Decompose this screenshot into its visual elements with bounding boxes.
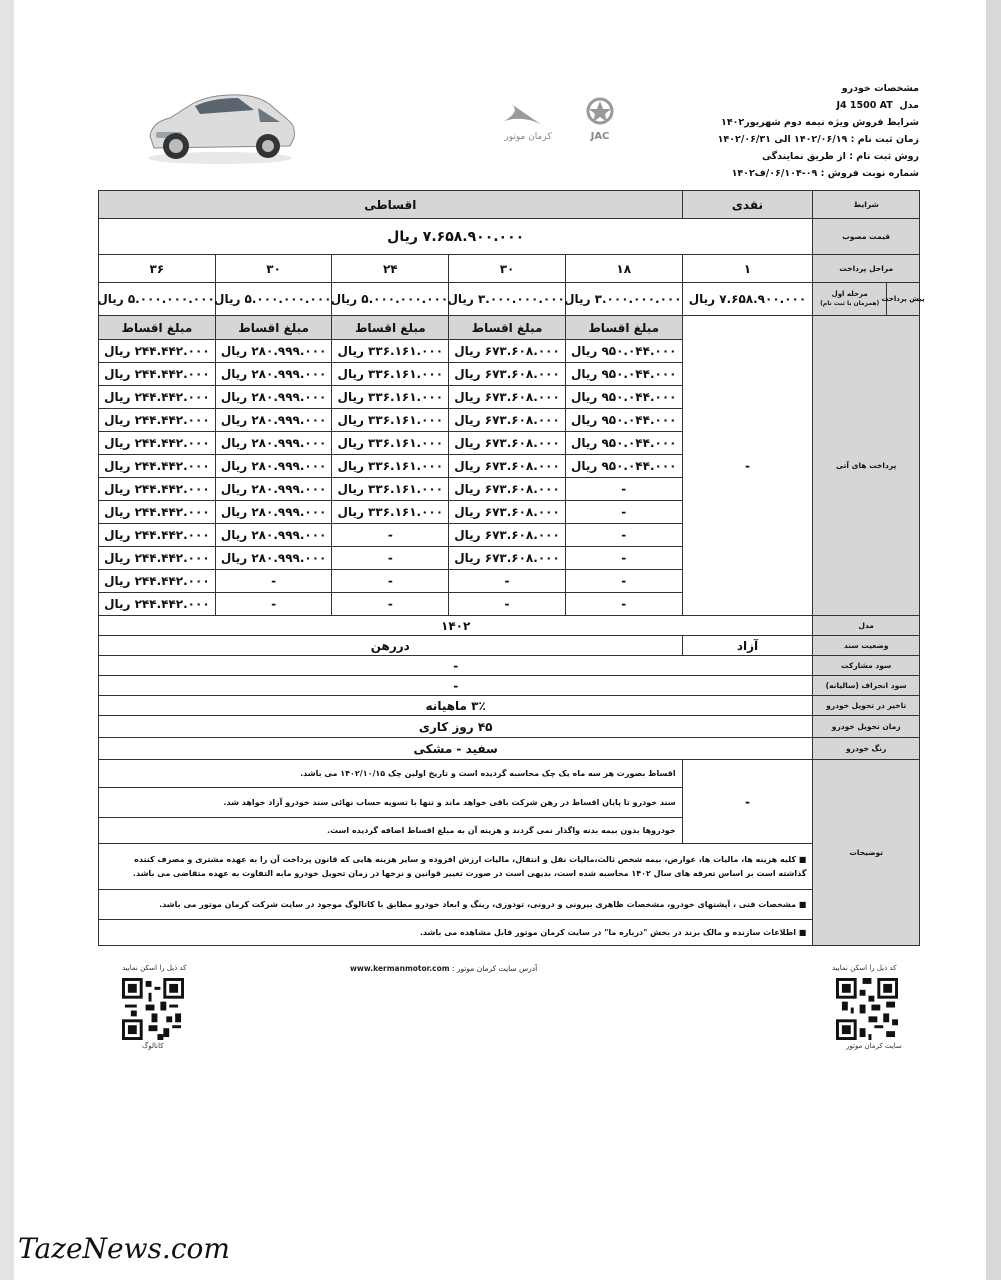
label-model: مدل [813,616,920,636]
car-color: سفید - مشکی [99,738,813,760]
installment-cell: ۶۷۳.۶۰۸.۰۰۰ ریال [449,524,566,547]
installment-cell: - [565,524,682,547]
label-prepay [813,283,925,316]
car-image [140,78,300,168]
installment-cell: ۶۷۳.۶۰۸.۰۰۰ ریال [449,340,566,363]
note-general: ■ اطلاعات سازنده و مالک برند در بخش "درباره ما" در سایت کرمان موتور قابل مشاهده می باشد. [99,920,813,946]
installment-cell: ۶۷۳.۶۰۸.۰۰۰ ریال [449,501,566,524]
prepay-cell: ۵.۰۰۰.۰۰۰.۰۰۰ ریال [332,283,449,316]
installment-cell: - [332,524,449,547]
installment-cell: ۹۵۰.۰۴۴.۰۰۰ ریال [565,363,682,386]
installment-cell: ۹۵۰.۰۴۴.۰۰۰ ریال [565,455,682,478]
installment-cell: ۲۴۴.۴۴۲.۰۰۰ ریال [99,524,216,547]
bullet-icon: ■ [796,927,807,937]
note-general: ■ کلیه هزینه ها، مالیات ها، عوارض، بیمه شخص ثالث،مالیات نقل و انتقال، مالیات ارزش افزوده و سایر هزینه هایی که قانون پرداخت آن را به عهده مشتری و مصرف کننده گذاشته است بر اساس تعرفه های سال ۱۴۰۲ محاسبه شده است، بدیهی است در صورت تغییر قوانین و نرخها در زمان تحویل خودرو مابه التفاوت به عهده متقاضی می باشد. [99,844,813,890]
installment-cell: ۲۴۴.۴۴۲.۰۰۰ ریال [99,455,216,478]
installment-cell: ۲۴۴.۴۴۲.۰۰۰ ریال [99,409,216,432]
installment-cell: ۹۵۰.۰۴۴.۰۰۰ ریال [565,432,682,455]
first-stage-sub: (همزمان با ثبت نام) [820,300,880,307]
watermark-text: TazeNews.com [18,1232,230,1265]
installment-amount-header: مبلغ اقساط [449,316,566,340]
installment-cell: ۲۴۴.۴۴۲.۰۰۰ ریال [99,570,216,593]
qr-scan-caption-left: کد ذیل را اسکن نمایید [122,964,187,972]
prepay-cell: ۳.۰۰۰.۰۰۰.۰۰۰ ریال [449,283,566,316]
label-approved-price: قیمت مصوب [813,219,920,255]
label-document-status: وضعیت سند [813,636,920,656]
brand-logos [500,95,640,145]
footer-site [350,964,537,973]
stage-cell: ۱۸ [565,255,682,283]
cash-header: نقدی [682,191,813,219]
installment-cell: ۶۷۳.۶۰۸.۰۰۰ ریال [449,547,566,570]
installment-cell: ۳۳۶.۱۶۱.۰۰۰ ریال [332,386,449,409]
header-title: مشخصات خودرو [841,83,919,94]
installment-cell: ۳۳۶.۱۶۱.۰۰۰ ریال [332,340,449,363]
header-model: مدل J4 1500 AT [836,100,919,111]
note-installment: اقساط بصورت هر سه ماه یک چک محاسبه گردیده است و تاریخ اولین چک ۱۴۰۲/۱۰/۱۵ می باشد. [99,760,683,788]
installment-cell: - [565,478,682,501]
prepay-cell: ۳.۰۰۰.۰۰۰.۰۰۰ ریال [565,283,682,316]
bullet-icon: ■ [796,899,807,909]
installment-cell: ۶۷۳.۶۰۸.۰۰۰ ریال [449,386,566,409]
label-car-color: رنگ خودرو [813,738,920,760]
installment-cell: - [332,593,449,616]
label-delivery-time: زمان تحویل خودرو [813,716,920,738]
installment-cell: - [449,570,566,593]
header-register-time: زمان ثبت نام : ۱۴۰۲/۰۶/۱۹ الی ۱۴۰۲/۰۶/۳۱ [717,134,919,145]
installment-cell: ۶۷۳.۶۰۸.۰۰۰ ریال [449,432,566,455]
site-label: آدرس سایت کرمان موتور : [451,964,538,973]
installment-cell: - [215,593,332,616]
stage-cell: ۳۶ [99,255,216,283]
installment-cell: ۹۵۰.۰۴۴.۰۰۰ ریال [565,340,682,363]
delivery-time: ۴۵ روز کاری [99,716,813,738]
installment-cell: - [565,593,682,616]
installment-header: اقساطی [99,191,683,219]
qr-code-catalog[interactable] [122,978,184,1040]
installment-cell: ۶۷۳.۶۰۸.۰۰۰ ریال [449,455,566,478]
installment-cell: ۲۴۴.۴۴۲.۰۰۰ ریال [99,478,216,501]
first-stage-label: مرحله اول [831,290,868,298]
label-future-payments: پرداخت های آتی [813,316,920,616]
installment-cell: ۲۸۰.۹۹۹.۰۰۰ ریال [215,478,332,501]
installment-cell: ۳۳۶.۱۶۱.۰۰۰ ریال [332,432,449,455]
installment-cell: ۶۷۳.۶۰۸.۰۰۰ ریال [449,409,566,432]
installment-cell: ۶۷۳.۶۰۸.۰۰۰ ریال [449,478,566,501]
label-delivery-delay: تاخیر در تحویل خودرو [813,696,920,716]
cash-future-payments: - [682,316,813,616]
installment-cell: ۶۷۳.۶۰۸.۰۰۰ ریال [449,363,566,386]
installment-cell: ۲۴۴.۴۴۲.۰۰۰ ریال [99,340,216,363]
note-installment: خودروها بدون بیمه بدنه واگذار نمی گردند و هزینه آن به مبلغ اقساط اضافه گردیده است. [99,818,683,844]
label-deviation-profit: سود انحراف (سالیانه) [813,676,920,696]
prepay-cell: ۵.۰۰۰.۰۰۰.۰۰۰ ریال [99,283,216,316]
header-register-method: روش ثبت نام : از طریق نمایندگی [761,151,919,162]
partnership-profit: - [99,656,813,676]
installment-amount-header: مبلغ اقساط [215,316,332,340]
stage-cell: ۳۰ [449,255,566,283]
label-notes: توضیحات [813,760,920,946]
installment-cell: ۲۴۴.۴۴۲.۰۰۰ ریال [99,363,216,386]
installment-cell: ۲۸۰.۹۹۹.۰۰۰ ریال [215,363,332,386]
price-table [97,190,925,946]
installment-cell: ۲۴۴.۴۴۲.۰۰۰ ریال [99,386,216,409]
installment-cell: ۲۴۴.۴۴۲.۰۰۰ ریال [99,593,216,616]
notes-cash: - [682,760,813,844]
installment-amount-header: مبلغ اقساط [99,316,216,340]
installment-cell: - [215,570,332,593]
header-info [659,80,919,182]
installment-cell: - [565,547,682,570]
installment-cell: ۲۸۰.۹۹۹.۰۰۰ ریال [215,340,332,363]
installment-cell: ۲۸۰.۹۹۹.۰۰۰ ریال [215,524,332,547]
installment-cell: ۲۸۰.۹۹۹.۰۰۰ ریال [215,409,332,432]
installment-cell: ۲۴۴.۴۴۲.۰۰۰ ریال [99,547,216,570]
note-general: ■ مشخصات فنی ، آپشنهای خودرو، مشخصات ظاهری بیرونی و درونی، تودوزی، رینگ و ابعاد خودرو مطابق با کاتالوگ موجود در سایت شرکت کرمان موتور می باشد. [99,890,813,920]
stage-cell: ۲۴ [332,255,449,283]
installment-cell: ۲۸۰.۹۹۹.۰۰۰ ریال [215,547,332,570]
installment-cell: - [332,570,449,593]
installment-cell: ۲۸۰.۹۹۹.۰۰۰ ریال [215,501,332,524]
deviation-profit: - [99,676,813,696]
site-url[interactable]: www.kermanmotor.com [350,964,450,973]
doc-status-cash: آزاد [682,636,813,656]
installment-cell: ۳۳۶.۱۶۱.۰۰۰ ریال [332,363,449,386]
header-sale-number: شماره نوبت فروش : ۰۹-۰۶/۱۰۴/ف۱۴۰۲ [731,168,919,179]
installment-cell: ۲۴۴.۴۴۲.۰۰۰ ریال [99,501,216,524]
note-installment: سند خودرو تا پایان اقساط در رهن شرکت باقی خواهد ماند و تنها با تسویه حساب نهائی سند خودرو آزاد خواهد شد. [99,788,683,818]
window-edge [0,0,14,1280]
installment-cell: ۹۵۰.۰۴۴.۰۰۰ ریال [565,386,682,409]
qr-code-site[interactable] [836,978,898,1040]
prepay-cell: ۵.۰۰۰.۰۰۰.۰۰۰ ریال [215,283,332,316]
stage-cell: ۱ [682,255,813,283]
installment-cell: ۳۳۶.۱۶۱.۰۰۰ ریال [332,409,449,432]
qr-scan-caption-right: کد ذیل را اسکن نمایید [832,964,897,972]
label-terms: شرایط [813,191,920,219]
installment-cell: - [449,593,566,616]
installment-cell: - [332,547,449,570]
installment-cell: ۲۴۴.۴۴۲.۰۰۰ ریال [99,432,216,455]
installment-cell: ۳۳۶.۱۶۱.۰۰۰ ریال [332,455,449,478]
prepay-cell: ۷.۶۵۸.۹۰۰.۰۰۰ ریال [682,283,813,316]
kerman-jac-logo [500,95,640,145]
installment-cell: ۹۵۰.۰۴۴.۰۰۰ ریال [565,409,682,432]
installment-cell: - [565,501,682,524]
kerman-logo-text: کرمان موتور [504,132,552,142]
installment-cell: ۲۸۰.۹۹۹.۰۰۰ ریال [215,432,332,455]
prepay-label: پیش پرداخت [886,283,919,315]
header-sale-terms: شرایط فروش ویژه نیمه دوم شهریور۱۴۰۲ [721,117,919,128]
approved-price: ۷.۶۵۸.۹۰۰.۰۰۰ ریال [99,219,813,255]
site-caption: سایت کرمان موتور [846,1042,902,1050]
installment-cell: ۳۳۶.۱۶۱.۰۰۰ ریال [332,501,449,524]
bullet-icon: ■ [796,854,807,864]
label-payment-stages: مراحل پرداخت [813,255,920,283]
doc-status-installment: دررهن [99,636,683,656]
installment-cell: ۲۸۰.۹۹۹.۰۰۰ ریال [215,386,332,409]
installment-amount-header: مبلغ اقساط [332,316,449,340]
installment-cell: ۲۸۰.۹۹۹.۰۰۰ ریال [215,455,332,478]
delivery-delay: ۳٪ ماهیانه [99,696,813,716]
model-year: ۱۴۰۲ [99,616,813,636]
installment-amount-header: مبلغ اقساط [565,316,682,340]
catalog-caption: کاتالوگ [142,1042,164,1050]
installment-cell: - [565,570,682,593]
label-partnership-profit: سود مشارکت [813,656,920,676]
stage-cell: ۳۰ [215,255,332,283]
jac-logo-text: JAC [590,131,610,142]
installment-cell: ۳۳۶.۱۶۱.۰۰۰ ریال [332,478,449,501]
